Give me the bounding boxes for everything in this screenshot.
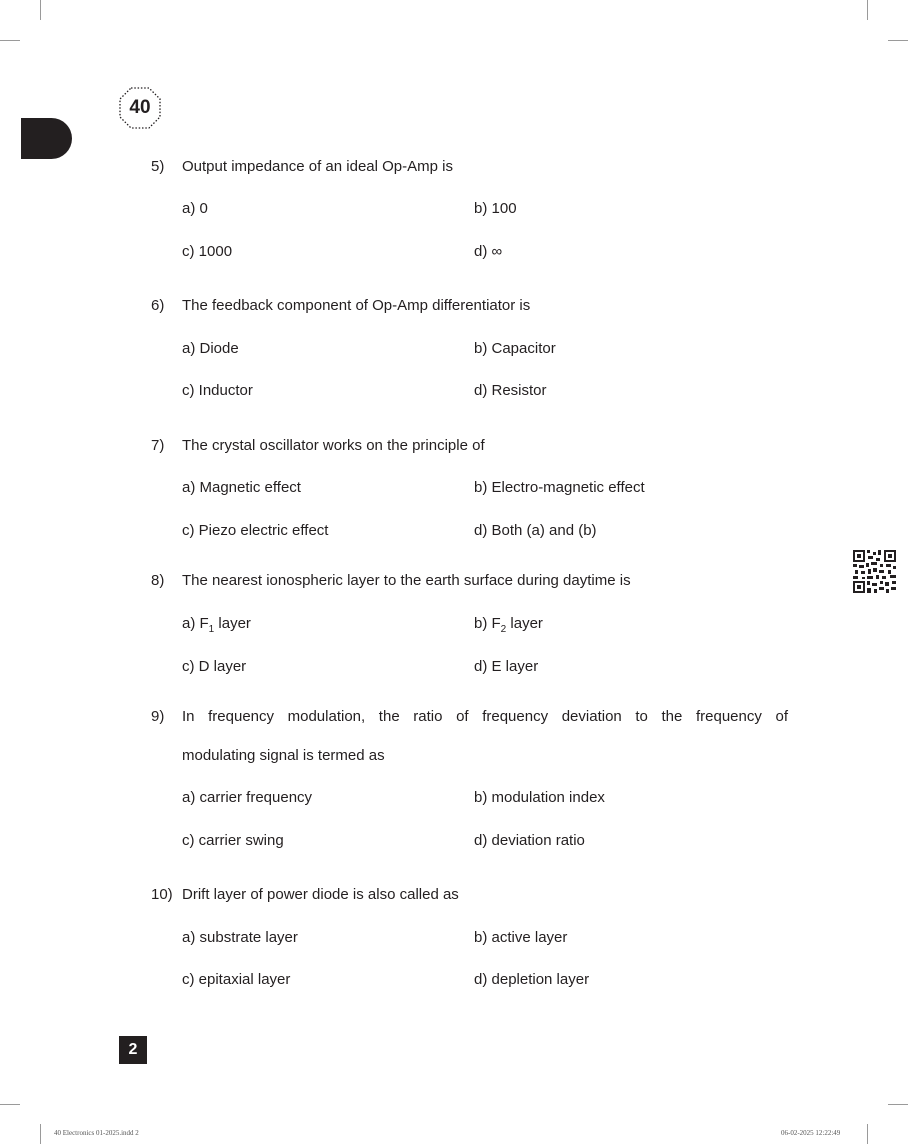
option-d: d) Resistor	[474, 382, 547, 399]
option-a: a) Diode	[182, 340, 239, 357]
option-c: c) 1000	[182, 243, 233, 260]
crop-mark	[867, 1124, 868, 1144]
option-d: d) Both (a) and (b)	[474, 522, 597, 539]
question-number: 6)	[151, 297, 165, 314]
question-text-line-1: In frequency modulation, the ratio of frequency deviation to the frequency of	[182, 708, 788, 725]
question-number: 9)	[151, 708, 165, 725]
option-d: d) E layer	[474, 658, 539, 675]
slug-file-name: 40 Electronics 01-2025.indd 2	[54, 1129, 139, 1137]
edge-tab	[21, 118, 72, 159]
question-number: 8)	[151, 572, 165, 589]
question-number: 5)	[151, 158, 165, 175]
crop-mark	[888, 40, 908, 41]
question-number: 10)	[151, 886, 173, 903]
option-b: b) modulation index	[474, 789, 605, 806]
slug-date: 06-02-2025 12:22:49	[781, 1129, 841, 1137]
crop-mark	[888, 1104, 908, 1105]
chapter-number: 40	[129, 97, 151, 118]
crop-mark	[0, 1104, 20, 1105]
option-d: d) deviation ratio	[474, 832, 585, 849]
option-b: b) active layer	[474, 929, 568, 946]
question-text: The nearest ionospheric layer to the earth surface during daytime is	[182, 572, 631, 589]
question-number: 7)	[151, 437, 165, 454]
option-d: d) ∞	[474, 243, 503, 260]
option-b: b) Capacitor	[474, 340, 556, 357]
option-c: c) epitaxial layer	[182, 971, 291, 988]
crop-mark	[0, 40, 20, 41]
option-a: a) 0	[182, 200, 208, 217]
question-text: Output impedance of an ideal Op-Amp is	[182, 158, 453, 175]
question-text: Drift layer of power diode is also called as	[182, 886, 459, 903]
question-text: The crystal oscillator works on the principle of	[182, 437, 485, 454]
option-d: d) depletion layer	[474, 971, 590, 988]
option-b: b) 100	[474, 200, 517, 217]
option-c: c) Piezo electric effect	[182, 522, 329, 539]
question-text: The feedback component of Op-Amp differentiator is	[182, 297, 531, 314]
option-a: a) $F_1$ layer	[182, 615, 251, 635]
option-c: c) D layer	[182, 658, 247, 675]
option-a: a) carrier frequency	[182, 789, 313, 806]
option-c: c) carrier swing	[182, 832, 284, 849]
chapter-badge	[117, 85, 163, 131]
crop-mark	[867, 0, 868, 20]
option-b: b) Electro-magnetic effect	[474, 479, 645, 496]
qr-code-icon[interactable]	[853, 550, 896, 593]
question-text-line-2: modulating signal is termed as	[182, 747, 385, 764]
question-text	[182, 697, 788, 775]
option-c: c) Inductor	[182, 382, 253, 399]
crop-mark	[40, 1124, 41, 1144]
option-a: a) substrate layer	[182, 929, 298, 946]
option-a: a) Magnetic effect	[182, 479, 301, 496]
crop-mark	[40, 0, 41, 20]
page-number: 2	[119, 1036, 147, 1064]
option-b: b) $F_2$ layer	[474, 615, 543, 635]
